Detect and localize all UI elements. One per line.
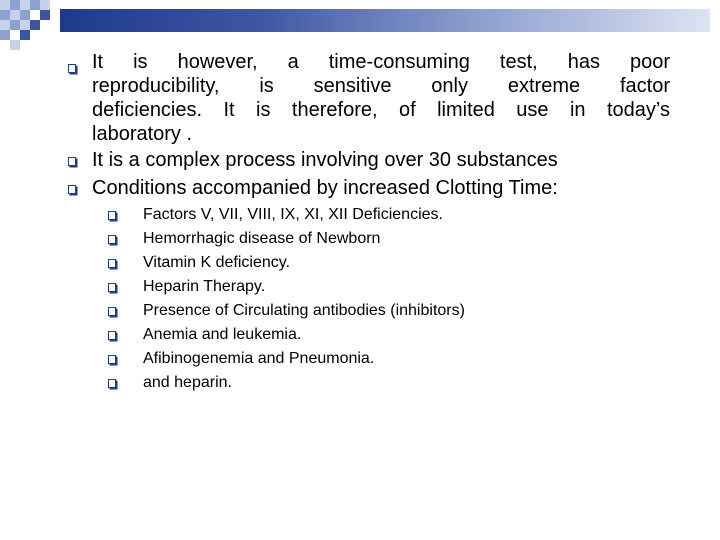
main-item-1-line: reproducibility, is sensitive only extreme factor (92, 75, 670, 97)
main-item-1-line: It is however, a time-consuming test, has poor (92, 51, 670, 73)
bullet-icon (108, 331, 116, 340)
sub-item: Vitamin K deficiency. (143, 254, 291, 271)
main-item-2: It is a complex process involving over 30 substances (92, 149, 558, 171)
bullet-icon (108, 355, 116, 364)
sub-item: Heparin Therapy. (143, 278, 266, 295)
sub-item: Factors V, VII, VIII, IX, XI, XII Deficiencies. (143, 206, 443, 223)
bullet-icon (108, 211, 116, 220)
main-item-1 (92, 50, 670, 146)
bullet-icon (108, 307, 116, 316)
sub-item: and heparin. (143, 374, 232, 391)
bullet-icon (108, 259, 116, 268)
bullet-icon (68, 157, 76, 166)
header-bar (60, 9, 710, 32)
bullet-icon (108, 283, 116, 292)
main-item-1-line: deficiencies. It is therefore, of limited use in today’s (92, 99, 670, 121)
sub-item: Anemia and leukemia. (143, 326, 302, 343)
main-item-1-line: laboratory . (92, 123, 193, 145)
header-pattern (0, 0, 60, 60)
bullet-icon (68, 64, 76, 73)
bullet-icon (108, 379, 116, 388)
sub-item: Hemorrhagic disease of Newborn (143, 230, 381, 247)
bullet-icon (108, 235, 116, 244)
main-item-3: Conditions accompanied by increased Clotting Time: (92, 177, 558, 199)
sub-item: Afibinogenemia and Pneumonia. (143, 350, 375, 367)
bullet-icon (68, 185, 76, 194)
sub-item: Presence of Circulating antibodies (inhibitors) (143, 302, 465, 319)
